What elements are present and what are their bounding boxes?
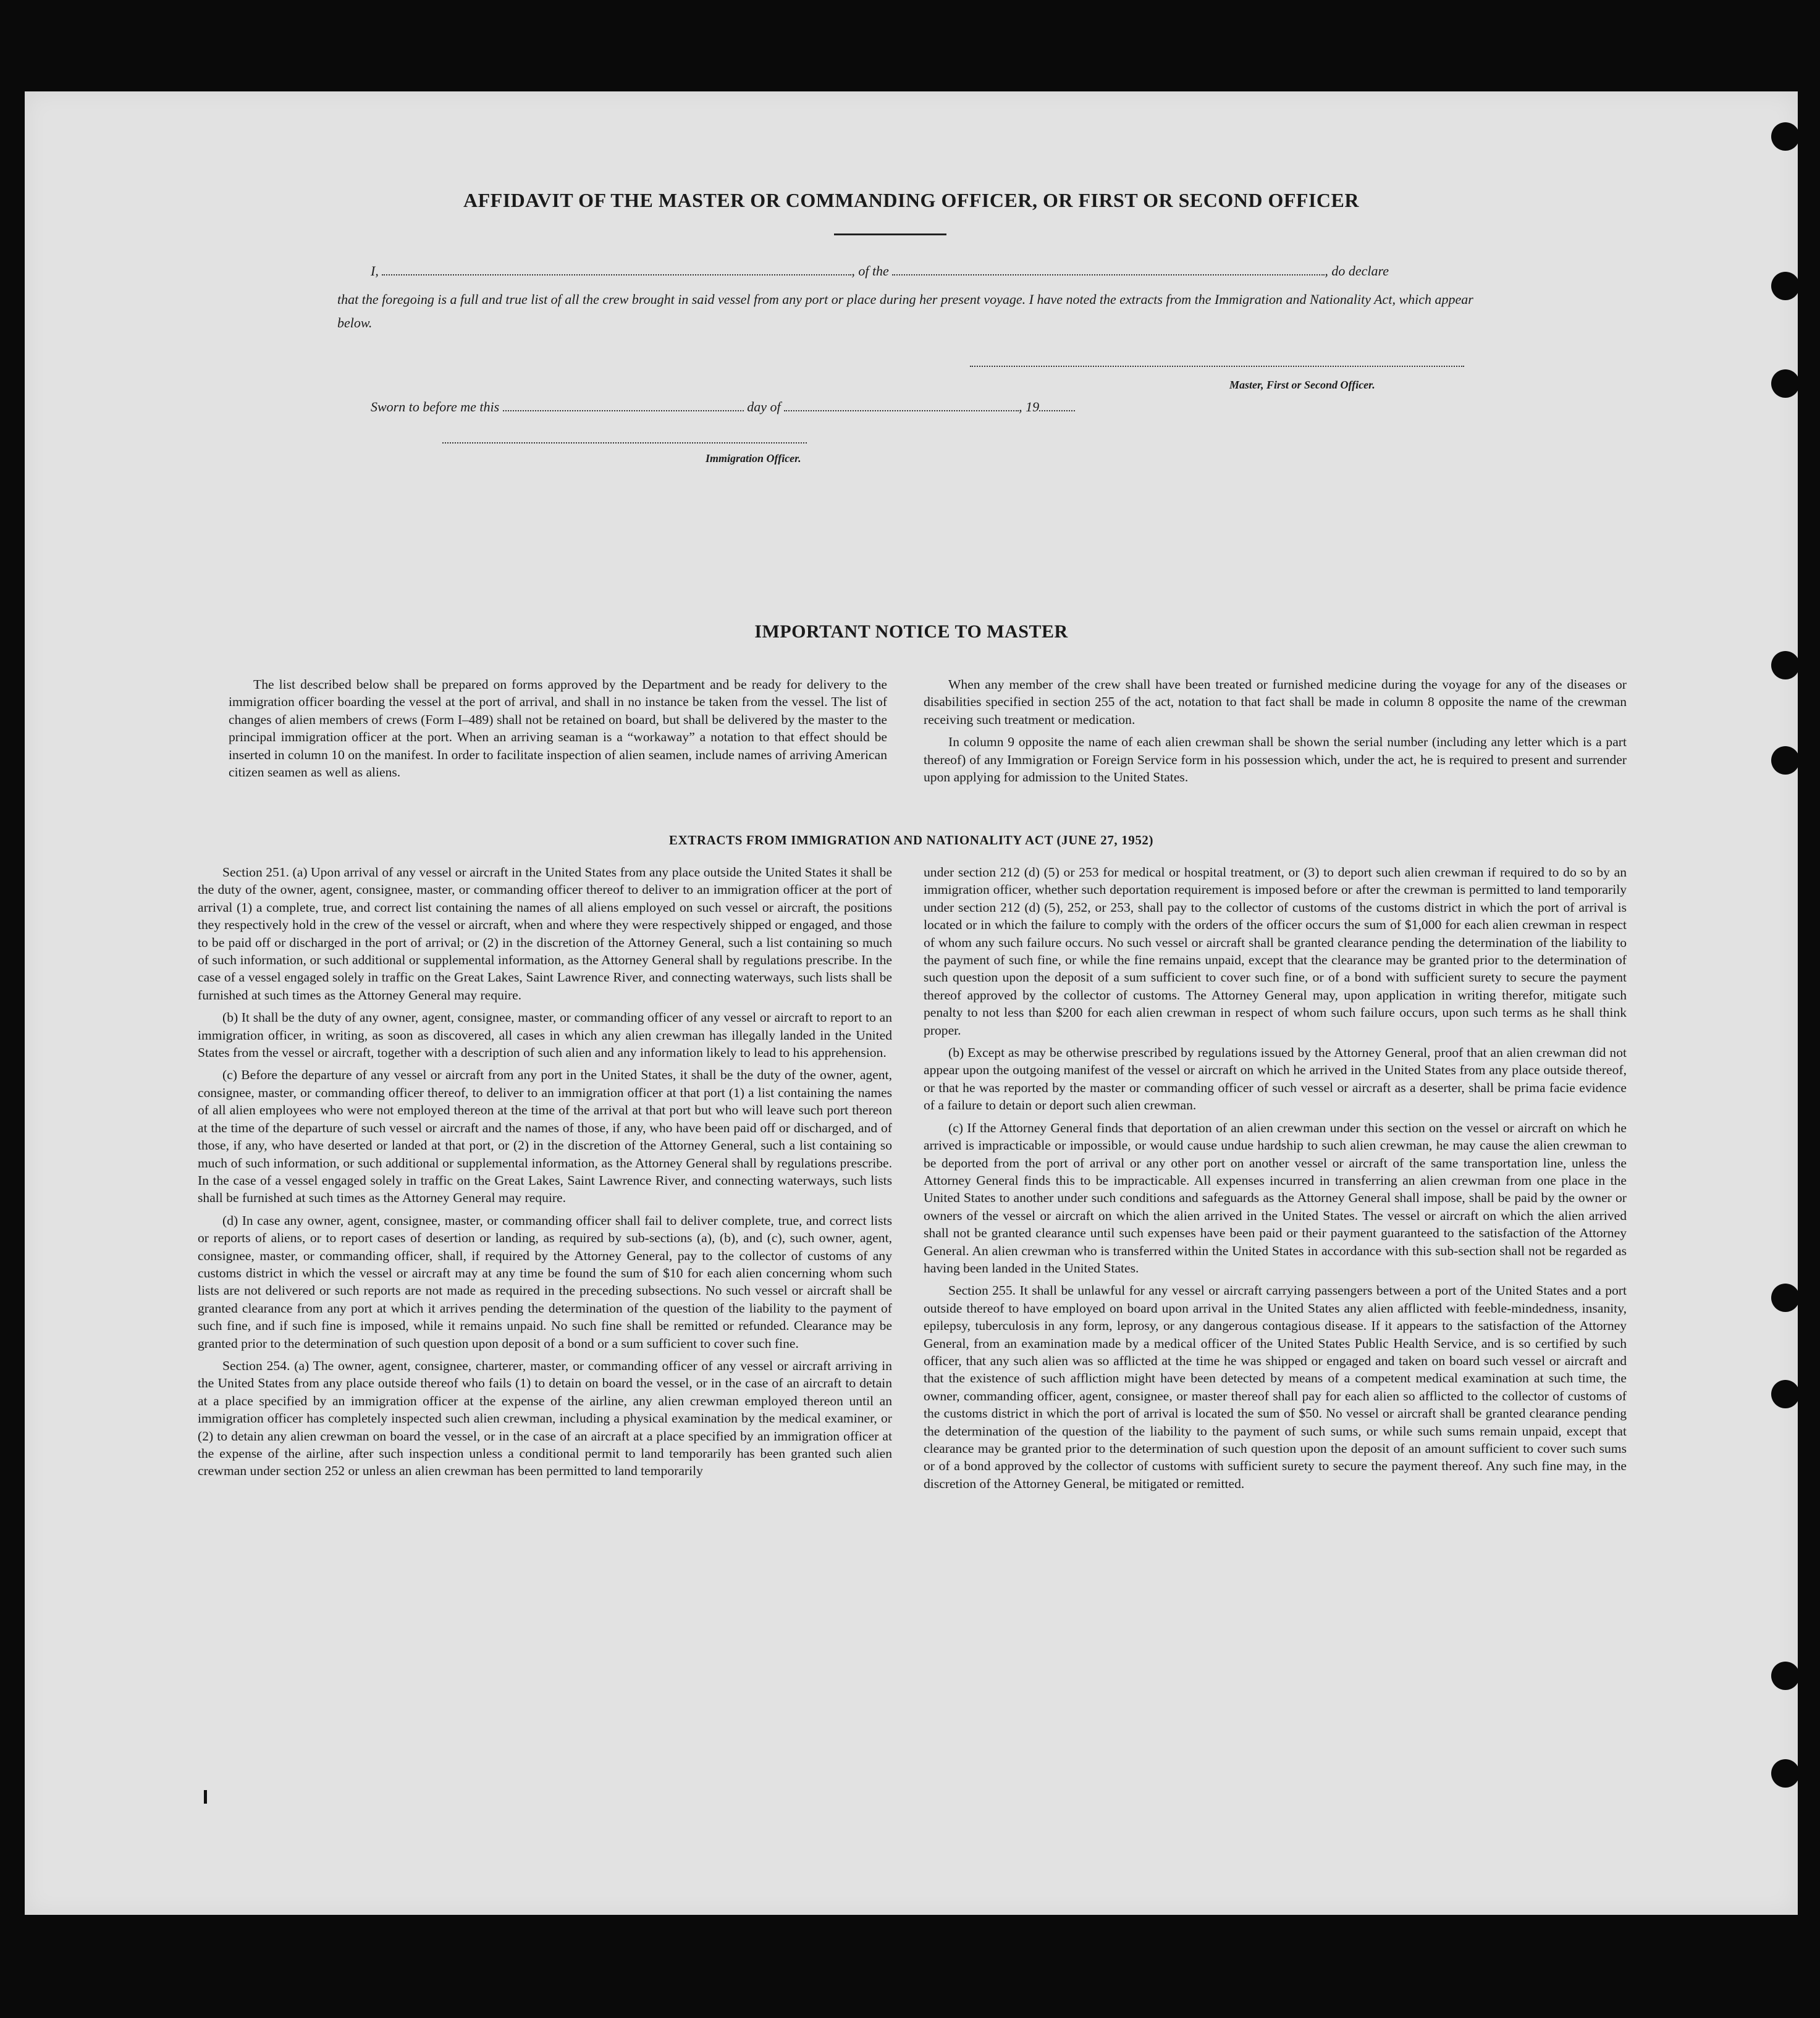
act-section: under section 212 (d) (5) or 253 for medical or hospital treatment, or (3) to deport such alien crewman if required to do so by an immigration officer, whether such deportation requirement is imposed before or after the crewman is permitted to land temporarily under section 212 (d) (5), 252, or 253, shall pay to the collector of customs of the customs district in which the port of arrival is located or in which the failure to comply with the orders of the officer occurs the sum of $1,000 for each alien crewman in respect of whom any such failure occurs. No such vessel or aircraft shall be granted clearance pending the determination of the liability to the payment of such fine, or while the fine remains unpaid, except that the clearance may be granted prior to the determination of such question upon the deposit of a sum sufficient to cover such fine, or of a bond with sufficient surety to secure the payment thereof approved by the collector of customs. The Attorney General may, upon application in writing therefor, mitigate such penalty to not less than $200 for each alien crewman in respect of whom such failure occurs, upon such terms as he shall think proper. [924,865,1627,1038]
document-page [25,91,1798,1915]
year-field[interactable] [1039,399,1075,411]
punch-hole [1771,1380,1800,1408]
sworn-line [371,399,1075,415]
notice-paragraph: In column 9 opposite the name of each alien crewman shall be shown the serial number (including any letter which is a part thereof) of any Immigration or Foreign Service form in his possession which, under the act, he is required to present and surrender upon applying for admission to the United States. [924,734,1627,785]
title-rule [834,233,946,235]
extracts-right-column [924,864,1627,1497]
extracts-title: EXTRACTS FROM IMMIGRATION AND NATIONALITY ACT (JUNE 27, 1952) [668,833,1154,847]
punch-hole [1771,122,1800,151]
act-section: (d) In case any owner, agent, consignee, master, or commanding officer shall fail to deliver complete, true, and correct lists or reports of aliens, or to report cases of desertion or landing, as required by sub-sections (a), (b), and (c), such owner, agent, consignee, master, or commanding officer, shall, if required by the Attorney General, pay to the collector of customs of any customs district in which the vessel or aircraft may at any time be found the sum of $10 for each alien concerning whom such lists are not delivered or such reports are not made as required in the preceding subsections. No such vessel or aircraft shall be granted clearance from any port at which it arrives pending the determination of the question of the liability to the payment of such fine, and if such fine is imposed, while it remains unpaid. No such fine shall be remitted or refunded. Clearance may be granted prior to the determination of such question upon deposit of a bond or a sum sufficient to cover such fine. [198,1213,892,1351]
do-declare-label: , do declare [1325,263,1389,279]
notice-right-column [924,676,1627,791]
of-the-label: , of the [851,263,889,279]
year-label: , 19 [1019,399,1040,414]
act-section: Section 251. (a) Upon arrival of any vessel or aircraft in the United States from any place outside the United States it shall be the duty of the owner, agent, consignee, master, or commanding officer thereof to deliver to an immigration officer at the port of arrival (1) a complete, true, and correct list containing the names of all aliens employed on such vessel or aircraft, the positions they respectively hold in the crew of the vessel or aircraft, when and where they were respectively shipped or engaged, and those to be paid off or discharged in the port of arrival; or (2) in the discretion of the Attorney General, such a list containing so much of such information, or such additional or supplemental information, as the Attorney General shall by regulations prescribe. In the case of a vessel engaged solely in traffic on the Great Lakes, Saint Lawrence River, and connecting waterways, such lists shall be furnished at such times as the Attorney General may require. [198,865,892,1003]
day-of-label: day of [747,399,781,414]
master-caption: Master, First or Second Officer. [1229,379,1375,391]
month-field[interactable] [784,399,1019,411]
notice-title: IMPORTANT NOTICE TO MASTER [754,621,1068,642]
punch-hole [1771,1759,1800,1788]
officer-caption: Immigration Officer. [706,452,801,465]
notice-left-column [229,676,887,786]
notice-paragraph: When any member of the crew shall have been treated or furnished medicine during the voyage for any of the diseases or disabilities specified in section 255 of the act, notation to that fact shall be made in column 8 opposite the name of the crewman receiving such treatment or medication. [924,677,1627,727]
act-section: Section 255. It shall be unlawful for any vessel or aircraft carrying passengers between a port of the United States and a port outside thereof to have employed on board upon arrival in the United States any alien afflicted with feeble-mindedness, insanity, epilepsy, tuberculosis in any form, leprosy, or any dangerous contagious disease. If it appears to the satisfaction of the Attorney General, from an examination made by a medical officer of the United States Public Health Service, and is so certified by such officer, that any such alien was so afflicted at the time he was shipped or engaged and taken on board such vessel or aircraft and that the existence of such affliction might have been detected by means of a competent medical examination at such time, the owner, commanding officer, agent, consignee, or master thereof shall pay for each alien so afflicted to the collector of customs of the customs district in which the port of arrival is located the sum of $50. No vessel or aircraft shall be granted clearance pending the determination of the question of the liability to the payment of such sums, or while such sums remain unpaid, except that clearance may be granted prior to the determination of such question upon the deposit of an amount sufficient to cover such sums or of a bond approved by the collector of customs with sufficient surety to secure the payment thereof. Any such fine may, in the discretion of the Attorney General, be mitigated or remitted. [924,1283,1627,1491]
day-field[interactable] [503,399,744,411]
notice-paragraph: The list described below shall be prepared on forms approved by the Department and be ready for delivery to the immigration officer boarding the vessel at the port of arrival, and shall in no instance be taken from the vessel. The list of changes of alien members of crews (Form I–489) shall not be retained on board, but shall be delivered by the master to the principal immigration officer at the port. When an arriving seaman is a “workaway” a notation to that effect should be inserted in column 10 on the manifest. In order to facilitate inspection of alien seamen, include names of arriving American citizen seamen as well as aliens. [229,677,887,780]
name-field[interactable] [382,263,851,275]
officer-signature-line[interactable] [442,442,807,444]
sworn-label: Sworn to before me this [371,399,500,414]
punch-hole [1771,369,1800,398]
act-section: (b) It shall be the duty of any owner, agent, consignee, master, or commanding officer of any vessel or aircraft to report to an immigration officer, in writing, as soon as discovered, all cases in which any alien crewman has illegally landed in the United States from the vessel or aircraft, together with a description of such alien and any information likely to lead to his apprehension. [198,1010,892,1061]
punch-hole [1771,651,1800,679]
act-section: (b) Except as may be otherwise prescribed by regulations issued by the Attorney General, proof that an alien crewman did not appear upon the outgoing manifest of the vessel or aircraft on which he arrived in the United States from any place outside thereof, or that he was reported by the master or commanding officer of such vessel or aircraft as a deserter, shall be prima facie evidence of a failure to detain or deport such alien crewman. [924,1045,1627,1113]
punch-hole [1771,746,1800,775]
extracts-left-column [198,864,892,1485]
act-section: (c) Before the departure of any vessel or aircraft from any port in the United States, it shall be the duty of the owner, agent, consignee, master, or commanding officer thereof, to deliver to an immigration officer at that port (1) a list containing the names of all alien employees who were not employed thereon at the time of the arrival at that port but who will leave such port thereon at the time of the departure of such vessel or aircraft and the names of those, if any, who have been paid off or discharged, and of those, if any, who have deserted or landed at that port, or (2) in the discretion of the Attorney General, such a list containing so much of such information, or such additional or supplemental information, as the Attorney General shall by regulations prescribe. In the case of a vessel engaged solely in traffic on the Great Lakes, Saint Lawrence River, and connecting waterways, such lists shall be furnished at such times as the Attorney General may require. [198,1067,892,1206]
punch-hole [1771,1284,1800,1312]
act-section: Section 254. (a) The owner, agent, consignee, charterer, master, or commanding officer of any vessel or aircraft arriving in the United States from any place outside thereof who fails (1) to detain on board the vessel, or in the case of an aircraft to detain at a place specified by an immigration officer at the expense of the airline, any alien crewman employed thereon until an immigration officer has completely inspected such alien crewman, including a physical examination by the medical examiner, or (2) to detain any alien crewman on board the vessel, or in the case of an aircraft at a place specified by an immigration officer at the expense of the airline, after such inspection unless a conditional permit to land temporarily has been granted such alien crewman under section 252 or unless an alien crewman has been permitted to land temporarily [198,1358,892,1479]
i-label: I, [371,263,379,279]
binding-mark [204,1790,207,1804]
punch-hole [1771,272,1800,300]
declarant-line [371,263,1389,279]
affidavit-title: AFFIDAVIT OF THE MASTER OR COMMANDING OFFICER, OR FIRST OR SECOND OFFICER [463,189,1359,211]
act-section: (c) If the Attorney General finds that deportation of an alien crewman under this section on the vessel or aircraft on which he arrived is impracticable or impossible, or would cause undue hardship to such alien crewman, he may cause the alien crewman to be deported from the port of arrival or any other port on another vessel or aircraft of the same transportation line, unless the Attorney General finds this to be impracticable. All expenses incurred in transferring an alien crewman from one place in the United States to another under such conditions and safeguards as the Attorney General shall impose, shall be paid by the owner or owners of the vessel or aircraft on which the alien arrived in the United States. The vessel or aircraft on which the alien arrived shall not be granted clearance until such expenses have been paid or their payment guaranteed to the satisfaction of the Attorney General. An alien crewman who is transferred within the United States in accordance with this sub-section shall not be regarded as having been landed in the United States. [924,1120,1627,1276]
vessel-field[interactable] [892,263,1325,275]
master-signature-line[interactable] [970,366,1464,367]
declaration-text: that the foregoing is a full and true list of all the crew brought in said vessel from any port or place during her present voyage. I have noted the extracts from the Immigration and Nationality Act, which appear below. [337,292,1473,330]
punch-hole [1771,1662,1800,1690]
